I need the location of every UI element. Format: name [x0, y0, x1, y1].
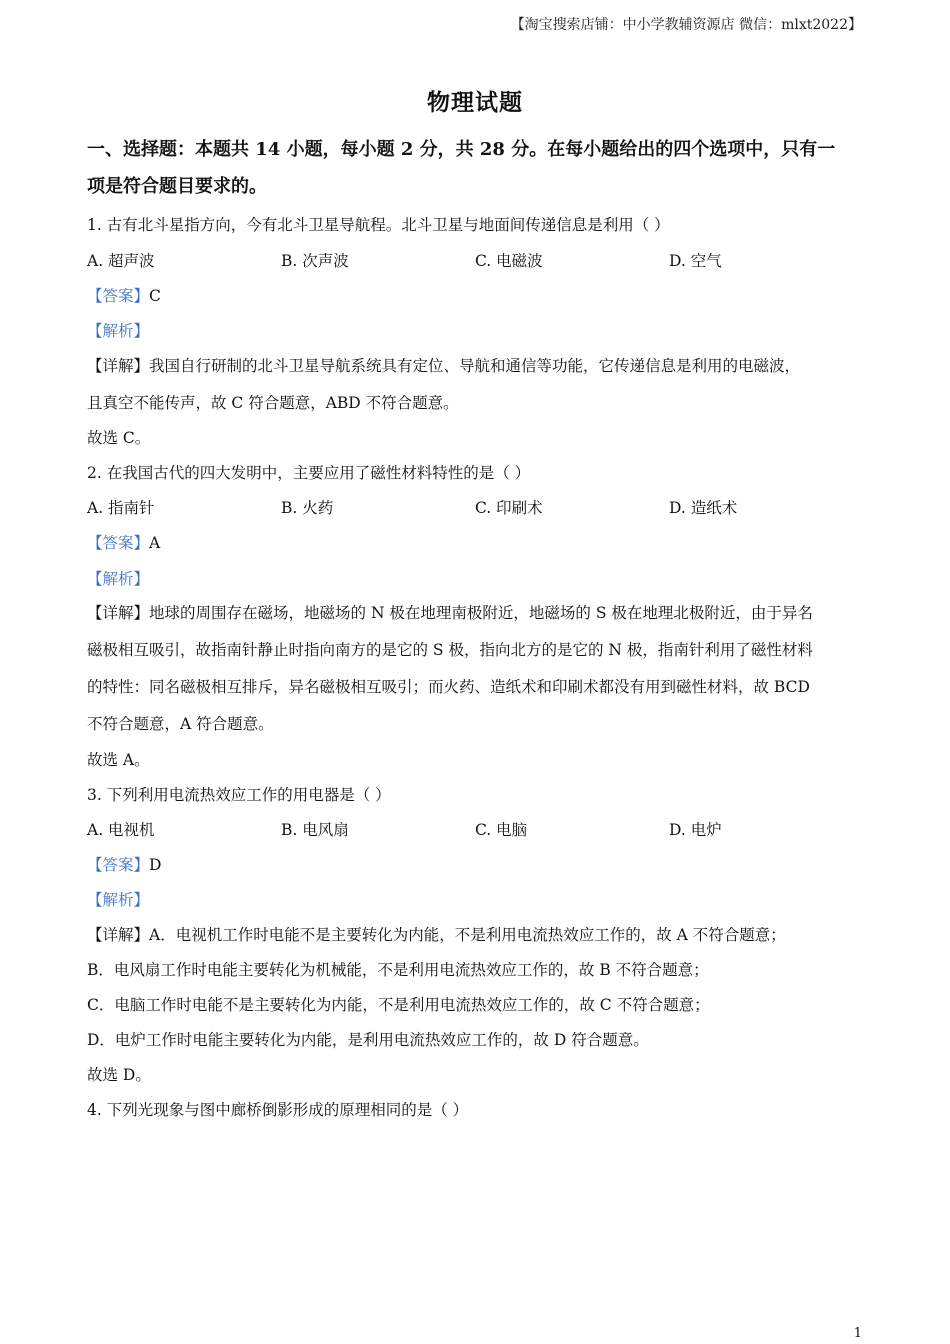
- question-2-answer: [87, 531, 160, 553]
- question-3-stem: 3. 下列利用电流热效应工作的用电器是（ ）: [87, 786, 391, 804]
- detail-tag: 【详解】: [87, 604, 150, 622]
- question-1-detail: [87, 354, 800, 376]
- question-2-option-b: B. 火药: [281, 499, 334, 517]
- question-2-detail-line: 不符合题意，A 符合题意。: [87, 715, 274, 733]
- question-2-detail-line: 的特性：同名磁极相互排斥，异名磁极相互吸引；而火药、造纸术和印刷术都没有用到磁性材料，故 BCD: [87, 678, 810, 696]
- question-3-answer: [87, 853, 161, 875]
- answer-tag: 【答案】: [87, 856, 150, 874]
- question-1-answer: [87, 284, 161, 306]
- section-heading: [87, 131, 863, 205]
- question-2-option-d: D. 造纸术: [669, 499, 738, 517]
- page-title: 物理试题: [427, 89, 523, 116]
- question-3-option-c: C. 电脑: [475, 821, 528, 839]
- detail-text: A．电视机工作时电能不是主要转化为内能，不是利用电流热效应工作的，故 A 不符合题意；: [149, 926, 786, 944]
- question-3-option-b: B. 电风扇: [281, 821, 349, 839]
- question-3-detail: [87, 923, 786, 945]
- question-2-detail: [87, 601, 813, 623]
- question-1-stem: 1. 古有北斗星指方向，今有北斗卫星导航程。北斗卫星与地面间传递信息是利用（ ）: [87, 216, 670, 234]
- question-3-detail-line: D．电炉工作时电能主要转化为内能，是利用电流热效应工作的，故 D 符合题意。: [87, 1031, 649, 1049]
- page-number: 1: [853, 1326, 862, 1341]
- question-1-detail-line: 且真空不能传声，故 C 符合题意，ABD 不符合题意。: [87, 394, 459, 412]
- question-1-option-c: C. 电磁波: [475, 252, 543, 270]
- answer-tag: 【答案】: [87, 534, 150, 552]
- question-2-conclusion: 故选 A。: [87, 751, 150, 769]
- question-3-option-a: A. 电视机: [87, 821, 155, 839]
- header-note: 【淘宝搜索店铺：中小学教辅资源店 微信：mlxt2022】: [510, 17, 862, 33]
- question-2-detail-line: 磁极相互吸引，故指南针静止时指向南方的是它的 S 极，指向北方的是它的 N 极，指南针利用了磁性材料: [87, 641, 813, 659]
- question-3-analysis-tag: 【解析】: [87, 891, 150, 909]
- answer-value: C: [149, 287, 161, 305]
- question-3-detail-line: C．电脑工作时电能不是主要转化为内能，不是利用电流热效应工作的，故 C 不符合题意；: [87, 996, 710, 1014]
- section-heading-line: 项是符合题目要求的。: [87, 176, 267, 197]
- question-2-analysis-tag: 【解析】: [87, 570, 150, 588]
- detail-tag: 【详解】: [87, 357, 150, 375]
- question-2-stem: 2. 在我国古代的四大发明中，主要应用了磁性材料特性的是（ ）: [87, 464, 531, 482]
- question-1-analysis-tag: 【解析】: [87, 322, 150, 340]
- question-3-conclusion: 故选 D。: [87, 1066, 151, 1084]
- question-4-stem: 4. 下列光现象与图中廊桥倒影形成的原理相同的是（ ）: [87, 1101, 469, 1119]
- detail-text: 我国自行研制的北斗卫星导航系统具有定位、导航和通信等功能，它传递信息是利用的电磁波，: [149, 357, 801, 375]
- answer-tag: 【答案】: [87, 287, 150, 305]
- answer-value: D: [149, 856, 162, 874]
- detail-text: 地球的周围存在磁场，地磁场的 N 极在地理南极附近，地磁场的 S 极在地理北极附近，由于异名: [149, 604, 813, 622]
- question-2-option-a: A. 指南针: [87, 499, 155, 517]
- question-2-option-c: C. 印刷术: [475, 499, 543, 517]
- question-1-conclusion: 故选 C。: [87, 429, 151, 447]
- answer-value: A: [149, 534, 161, 552]
- question-3-detail-line: B．电风扇工作时电能主要转化为机械能，不是利用电流热效应工作的，故 B 不符合题意；: [87, 961, 709, 979]
- detail-tag: 【详解】: [87, 926, 150, 944]
- section-heading-line: 一、选择题：本题共 14 小题，每小题 2 分，共 28 分。在每小题给出的四个选项中，只有一: [87, 139, 836, 160]
- question-1-option-b: B. 次声波: [281, 252, 349, 270]
- question-1-option-a: A. 超声波: [87, 252, 155, 270]
- question-3-option-d: D. 电炉: [669, 821, 722, 839]
- question-1-option-d: D. 空气: [669, 252, 722, 270]
